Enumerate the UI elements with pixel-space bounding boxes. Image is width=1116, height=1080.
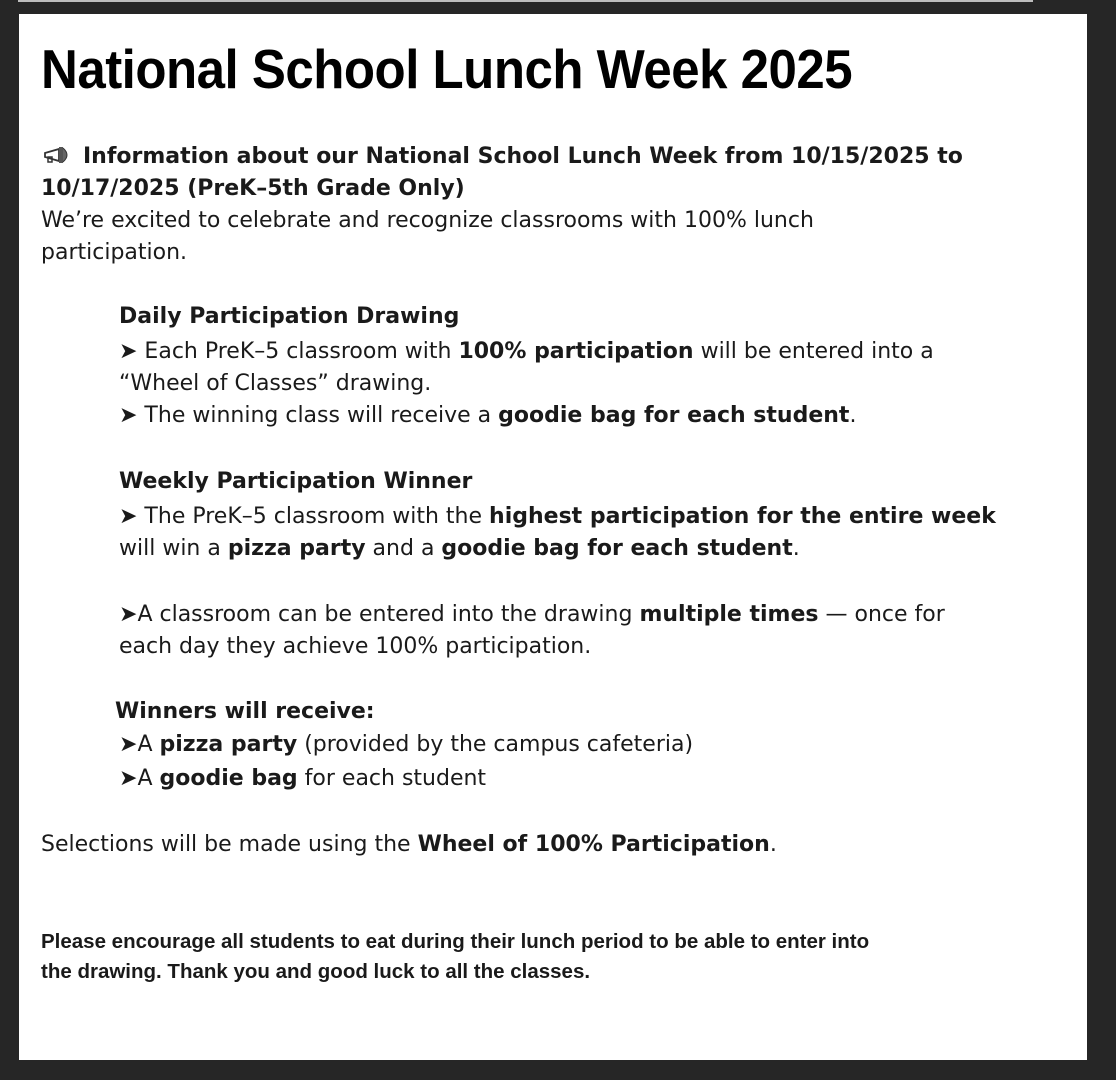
- daily-item-1-line-2: “Wheel of Classes” drawing.: [119, 371, 432, 396]
- weekly-l2-bold-2: goodie bag for each student: [441, 536, 793, 561]
- weekly-item-1-pre: The PreK–5 classroom with the: [137, 504, 490, 529]
- arrow-bullet-icon: ➤: [119, 766, 138, 791]
- daily-heading: Daily Participation Drawing: [119, 304, 460, 329]
- winners-item-2-post: for each student: [297, 766, 487, 791]
- weekly-l2-bold-1: pizza party: [227, 536, 366, 561]
- selections-bold: Wheel of 100% Participation: [417, 832, 770, 857]
- page-title: National School Lunch Week 2025: [41, 38, 853, 100]
- daily-item-2: [119, 400, 856, 432]
- multiple-post: — once for: [818, 602, 945, 627]
- multiple-line-2: each day they achieve 100% participation.: [119, 634, 592, 659]
- intro-heading-line-2: 10/17/2025 (PreK–5th Grade Only): [41, 176, 465, 201]
- arrow-bullet-icon: ➤: [119, 504, 138, 529]
- daily-item-1-bold: 100% participation: [458, 339, 694, 364]
- daily-item-1-pre: Each PreK–5 classroom with: [137, 339, 459, 364]
- closing-line-1: Please encourage all students to eat during their lunch period to be able to enter into: [41, 930, 870, 953]
- selections-pre: Selections will be made using the: [41, 832, 418, 857]
- weekly-l2-mid: and a: [365, 536, 442, 561]
- weekly-heading: Weekly Participation Winner: [119, 469, 473, 494]
- weekly-l2-pre: will win a: [119, 536, 228, 561]
- closing-line-2: the drawing. Thank you and good luck to all the classes.: [41, 960, 591, 983]
- selections-line: [41, 829, 777, 861]
- winners-item-2-pre: A: [137, 766, 160, 791]
- winners-item-1-bold: pizza party: [159, 732, 298, 757]
- winners-item-2: [119, 763, 486, 795]
- top-divider: [18, 0, 1033, 2]
- megaphone-icon: [41, 144, 79, 166]
- weekly-item-1-line-2: [119, 533, 800, 565]
- daily-item-2-post: .: [849, 403, 857, 428]
- weekly-item-1: [119, 501, 996, 533]
- multiple-pre: A classroom can be entered into the drawing: [137, 602, 640, 627]
- winners-heading: Winners will receive:: [115, 699, 375, 724]
- intro-heading-text-1: Information about our National School Lunch Week from 10/15/2025 to: [83, 144, 963, 169]
- multiple-bold: multiple times: [639, 602, 819, 627]
- multiple-line-1: [119, 599, 945, 631]
- intro-text-line-1: We’re excited to celebrate and recognize classrooms with 100% lunch: [41, 208, 814, 233]
- selections-post: .: [769, 832, 777, 857]
- winners-item-1-pre: A: [137, 732, 160, 757]
- weekly-l2-post: .: [792, 536, 800, 561]
- arrow-bullet-icon: ➤: [119, 732, 138, 757]
- weekly-item-1-bold: highest participation for the entire week: [489, 504, 996, 529]
- arrow-bullet-icon: ➤: [119, 602, 138, 627]
- daily-item-2-pre: The winning class will receive a: [137, 403, 499, 428]
- arrow-bullet-icon: ➤: [119, 403, 138, 428]
- winners-item-2-bold: goodie bag: [159, 766, 298, 791]
- intro-text-line-2: participation.: [41, 240, 188, 265]
- daily-item-2-bold: goodie bag for each student: [498, 403, 850, 428]
- daily-item-1-post: will be entered into a: [693, 339, 934, 364]
- document-page: [19, 14, 1087, 1060]
- daily-item-1: [119, 336, 934, 368]
- arrow-bullet-icon: ➤: [119, 339, 138, 364]
- winners-item-1: [119, 729, 693, 761]
- winners-item-1-post: (provided by the campus cafeteria): [297, 732, 694, 757]
- intro-heading-line-1: [41, 141, 963, 173]
